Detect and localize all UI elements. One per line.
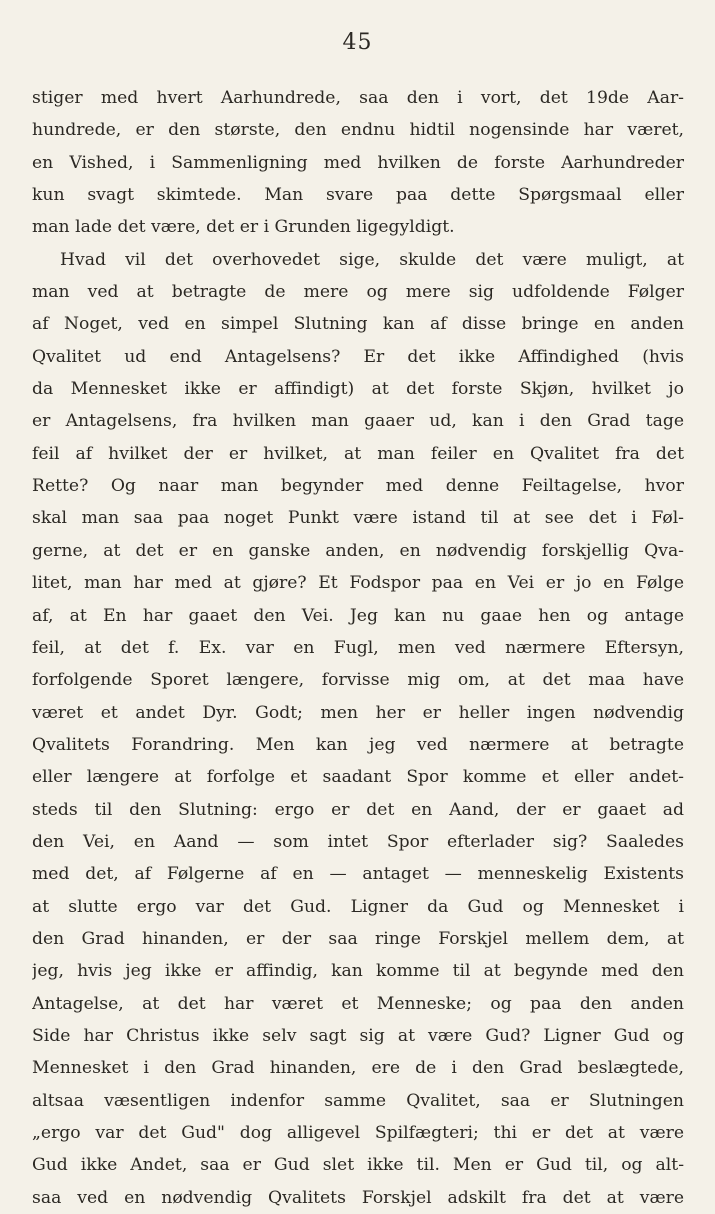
- text-line: er Antagelsens, fra hvilken man gaaer ud, kan i den Grad tage: [32, 411, 684, 432]
- text-line: den Vei, en Aand — som intet Spor efterlader sig? Saaledes: [32, 831, 684, 852]
- text-line: af, at En har gaaet den Vei. Jeg kan nu gaae hen og antage: [32, 605, 684, 626]
- text-line: Qvalitet ud end Antagelsens? Er det ikke Affindighed (hvis: [32, 346, 684, 367]
- text-line: da Mennesket ikke er affindigt) at det forste Skjøn, hvilket jo: [32, 379, 684, 400]
- text-line: stiger med hvert Aarhundrede, saa den i vort, det 19de Aar-: [32, 88, 684, 108]
- text-line: Qvalitets Forandring. Men kan jeg ved nærmere at betragte: [32, 734, 684, 755]
- text-line: saa ved en nødvendig Qvalitets Forskjel adskilt fra det at være: [32, 1187, 684, 1208]
- text-line: Mennesket i den Grad hinanden, ere de i den Grad beslægtede,: [32, 1058, 684, 1079]
- text-line: feil af hvilket der er hvilket, at man feiler en Qvalitet fra det: [32, 443, 684, 464]
- text-line: eller længere at forfolge et saadant Spor komme et eller andet-: [32, 767, 684, 788]
- text-line: en Vished, i Sammenligning med hvilken de forste Aarhundreder: [32, 152, 684, 173]
- text-line: man lade det være, det er i Grunden ligegyldigt.: [32, 217, 455, 238]
- text-line: „ergo var det Gud" dog alligevel Spilfægteri; thi er det at være: [32, 1123, 684, 1143]
- text-line: den Grad hinanden, er der saa ringe Forskjel mellem dem, at: [32, 928, 684, 949]
- text-line: Gud ikke Andet, saa er Gud slet ikke til. Men er Gud til, og alt-: [32, 1155, 684, 1176]
- text-line: skal man saa paa noget Punkt være istand til at see det i Føl-: [32, 508, 684, 529]
- text-line: med det, af Følgerne af en — antaget — menneskelig Existents: [32, 864, 684, 885]
- text-line: kun svagt skimtede. Man svare paa dette Spørgsmaal eller: [32, 185, 684, 206]
- page-number: 45: [342, 30, 373, 55]
- text-line: Antagelse, at det har været et Menneske; og paa den anden: [32, 993, 684, 1014]
- text-line: hundrede, er den største, den endnu hidtil nogensinde har været,: [32, 120, 684, 141]
- text-line: af Noget, ved en simpel Slutning kan af disse bringe en anden: [32, 314, 684, 335]
- text-line: Hvad vil det overhovedet sige, skulde det være muligt, at: [60, 249, 684, 270]
- text-line: litet, man har med at gjøre? Et Fodspor paa en Vei er jo en Følge: [32, 573, 684, 594]
- body-text: [32, 82, 684, 1214]
- text-line: man ved at betragte de mere og mere sig udfoldende Følger: [32, 282, 684, 303]
- text-line: feil, at det f. Ex. var en Fugl, men ved nærmere Eftersyn,: [32, 637, 684, 658]
- text-line: Rette? Og naar man begynder med denne Feiltagelse, hvor: [32, 476, 684, 497]
- text-line: Side har Christus ikke selv sagt sig at være Gud? Ligner Gud og: [32, 1025, 684, 1046]
- text-line: jeg, hvis jeg ikke er affindig, kan komme til at begynde med den: [32, 961, 684, 982]
- text-line: altsaa væsentligen indenfor samme Qvalitet, saa er Slutningen: [32, 1090, 684, 1111]
- text-line: steds til den Slutning: ergo er det en Aand, der er gaaet ad: [32, 799, 684, 820]
- text-line: gerne, at det er en ganske anden, en nødvendig forskjellig Qva-: [32, 540, 684, 561]
- text-line: været et andet Dyr. Godt; men her er heller ingen nødvendig: [32, 702, 684, 723]
- text-line: at slutte ergo var det Gud. Ligner da Gud og Mennesket i: [32, 896, 684, 917]
- text-line: forfolgende Sporet længere, forvisse mig om, at det maa have: [32, 670, 684, 691]
